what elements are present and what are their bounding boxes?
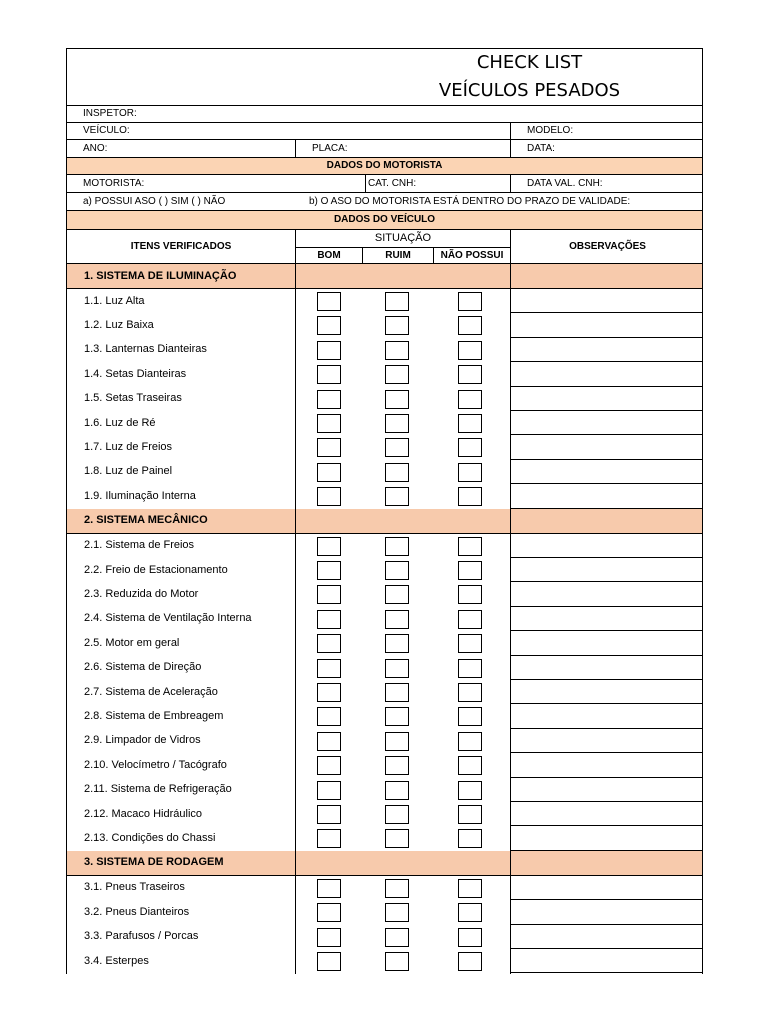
nao-possui-checkbox[interactable] — [458, 487, 482, 506]
item-label: 2.10. Velocímetro / Tacógrafo — [84, 758, 227, 771]
bom-checkbox[interactable] — [317, 585, 341, 604]
checklist-item-row — [67, 631, 702, 655]
item-label: 1.2. Luz Baixa — [84, 319, 154, 332]
placa-field[interactable]: PLACA: — [312, 142, 348, 154]
observacao-field[interactable] — [511, 387, 703, 411]
col-observacoes: OBSERVAÇÕES — [569, 240, 646, 252]
ruim-checkbox[interactable] — [385, 537, 409, 556]
item-label: 1.1. Luz Alta — [84, 294, 145, 307]
nao-possui-checkbox[interactable] — [458, 732, 482, 751]
veiculo-section-header — [67, 211, 702, 230]
section-title: 1. SISTEMA DE ILUMINAÇÃO — [67, 264, 295, 288]
observacao-field[interactable] — [511, 484, 703, 508]
bom-checkbox[interactable] — [317, 316, 341, 335]
nao-possui-checkbox[interactable] — [458, 805, 482, 824]
observacao-field[interactable] — [511, 876, 703, 900]
ano-field[interactable]: ANO: — [83, 142, 108, 154]
bom-checkbox[interactable] — [317, 707, 341, 726]
item-label: 2.8. Sistema de Embreagem — [84, 710, 224, 723]
checklist-item-row — [67, 876, 702, 900]
bom-checkbox[interactable] — [317, 879, 341, 898]
bom-checkbox[interactable] — [317, 805, 341, 824]
ruim-checkbox[interactable] — [385, 781, 409, 800]
section-title: 2. SISTEMA MECÂNICO — [67, 509, 295, 533]
ruim-checkbox[interactable] — [385, 438, 409, 457]
veiculo-row — [67, 123, 702, 140]
col-situacao: SITUAÇÃO — [374, 232, 432, 244]
bom-checkbox[interactable] — [317, 756, 341, 775]
bom-checkbox[interactable] — [317, 659, 341, 678]
ruim-checkbox[interactable] — [385, 756, 409, 775]
motorista-row — [67, 175, 702, 193]
bom-checkbox[interactable] — [317, 732, 341, 751]
item-label: 2.11. Sistema de Refrigeração — [84, 783, 232, 796]
checklist-item-row — [67, 826, 702, 850]
checklist-item-row — [67, 534, 702, 558]
nao-possui-checkbox[interactable] — [458, 634, 482, 653]
observacao-field[interactable] — [511, 411, 703, 435]
item-label: 2.3. Reduzida do Motor — [84, 588, 199, 601]
section-obs-cell — [511, 851, 703, 875]
ruim-checkbox[interactable] — [385, 390, 409, 409]
item-label: 3.4. Esterpes — [84, 954, 149, 967]
observacao-field[interactable] — [511, 925, 703, 949]
ano-row — [67, 140, 702, 158]
checklist-item-row — [67, 729, 702, 753]
observacao-field[interactable] — [511, 949, 703, 973]
ruim-checkbox[interactable] — [385, 903, 409, 922]
observacao-field[interactable] — [511, 973, 703, 974]
item-label: 2.13. Condições do Chassi — [84, 832, 216, 845]
ruim-checkbox[interactable] — [385, 928, 409, 947]
item-label: 1.8. Luz de Painel — [84, 465, 173, 478]
observacao-field[interactable] — [511, 704, 703, 728]
bom-checkbox[interactable] — [317, 781, 341, 800]
section-situacao-cell — [296, 851, 510, 875]
section-situacao-cell — [296, 264, 510, 288]
modelo-field[interactable]: MODELO: — [527, 125, 574, 136]
nao-possui-checkbox[interactable] — [458, 707, 482, 726]
checklist-item-row — [67, 313, 702, 337]
item-label: 1.4. Setas Dianteiras — [84, 367, 187, 380]
section-header-row — [67, 264, 702, 289]
item-label: 2.5. Motor em geral — [84, 636, 180, 649]
item-label: 1.9. Iluminação Interna — [84, 489, 196, 502]
ruim-checkbox[interactable] — [385, 659, 409, 678]
item-label: 2.12. Macaco Hidráulico — [84, 807, 203, 820]
inspetor-field[interactable]: INSPETOR: — [83, 108, 137, 119]
observacao-field[interactable] — [511, 656, 703, 680]
ruim-checkbox[interactable] — [385, 610, 409, 629]
checklist-item-row — [67, 753, 702, 777]
observacao-field[interactable] — [511, 362, 703, 386]
observacao-field[interactable] — [511, 778, 703, 802]
observacao-field[interactable] — [511, 729, 703, 753]
item-label: 1.7. Luz de Freios — [84, 441, 173, 454]
nao-possui-checkbox[interactable] — [458, 781, 482, 800]
checklist-item-row — [67, 338, 702, 362]
checklist-item-row — [67, 949, 702, 973]
nao-possui-checkbox[interactable] — [458, 829, 482, 848]
ruim-checkbox[interactable] — [385, 829, 409, 848]
checklist-item-row — [67, 484, 702, 508]
observacao-field[interactable] — [511, 534, 703, 558]
col-itens-verificados: ITENS VERIFICADOS — [130, 240, 232, 252]
bom-checkbox[interactable] — [317, 292, 341, 311]
bom-checkbox[interactable] — [317, 341, 341, 360]
checklist-item-row — [67, 289, 702, 313]
veiculo-section-title: DADOS DO VEÍCULO — [333, 214, 436, 225]
ruim-checkbox[interactable] — [385, 683, 409, 702]
ruim-checkbox[interactable] — [385, 634, 409, 653]
bom-checkbox[interactable] — [317, 487, 341, 506]
observacao-field[interactable] — [511, 435, 703, 459]
ruim-checkbox[interactable] — [385, 879, 409, 898]
bom-checkbox[interactable] — [317, 829, 341, 848]
aso-question[interactable]: a) POSSUI ASO ( ) SIM ( ) NÃO — [83, 195, 226, 207]
section-title: 3. SISTEMA DE RODAGEM — [67, 851, 295, 875]
checklist-item-row — [67, 925, 702, 949]
bom-checkbox[interactable] — [317, 365, 341, 384]
nao-possui-checkbox[interactable] — [458, 414, 482, 433]
observacao-field[interactable] — [511, 631, 703, 655]
item-label: 3.3. Parafusos / Porcas — [84, 930, 199, 943]
column-header — [67, 230, 702, 264]
observacao-field[interactable] — [511, 680, 703, 704]
checklist-item-row — [67, 680, 702, 704]
nao-possui-checkbox[interactable] — [458, 952, 482, 971]
checklist-item-row — [67, 582, 702, 606]
observacao-field[interactable] — [511, 582, 703, 606]
ruim-checkbox[interactable] — [385, 463, 409, 482]
bom-checkbox[interactable] — [317, 683, 341, 702]
ruim-checkbox[interactable] — [385, 732, 409, 751]
observacao-field[interactable] — [511, 753, 703, 777]
section-obs-cell — [511, 264, 703, 288]
page-title-line1: CHECK LIST — [476, 52, 583, 73]
item-label: 2.6. Sistema de Direção — [84, 661, 202, 674]
bom-checkbox[interactable] — [317, 610, 341, 629]
col-bom: BOM — [317, 249, 341, 261]
nao-possui-checkbox[interactable] — [458, 928, 482, 947]
nao-possui-checkbox[interactable] — [458, 292, 482, 311]
item-label: 1.5. Setas Traseiras — [84, 392, 182, 405]
data-val-cnh-field[interactable]: DATA VAL. CNH: — [527, 177, 603, 189]
observacao-field[interactable] — [511, 558, 703, 582]
ruim-checkbox[interactable] — [385, 561, 409, 580]
ruim-checkbox[interactable] — [385, 707, 409, 726]
section-situacao-cell — [296, 509, 510, 533]
nao-possui-checkbox[interactable] — [458, 585, 482, 604]
bom-checkbox[interactable] — [317, 561, 341, 580]
checklist-item-row — [67, 802, 702, 826]
observacao-field[interactable] — [511, 802, 703, 826]
checklist-item-row — [67, 778, 702, 802]
motorista-section-title: DADOS DO MOTORISTA — [326, 160, 443, 171]
ruim-checkbox[interactable] — [385, 292, 409, 311]
aso-validade[interactable]: b) O ASO DO MOTORISTA ESTÁ DENTRO DO PRAZO DE VALIDADE: — [309, 195, 631, 207]
bom-checkbox[interactable] — [317, 438, 341, 457]
observacao-field[interactable] — [511, 289, 703, 313]
motorista-section-header — [67, 158, 702, 175]
nao-possui-checkbox[interactable] — [458, 438, 482, 457]
checklist-item-row — [67, 704, 702, 728]
ruim-checkbox[interactable] — [385, 805, 409, 824]
item-label: 2.4. Sistema de Ventilação Interna — [84, 612, 252, 625]
item-label: 2.2. Freio de Estacionamento — [84, 563, 228, 576]
item-label: 3.2. Pneus Dianteiros — [84, 905, 190, 918]
nao-possui-checkbox[interactable] — [458, 659, 482, 678]
checklist-item-row — [67, 558, 702, 582]
nao-possui-checkbox[interactable] — [458, 365, 482, 384]
nao-possui-checkbox[interactable] — [458, 537, 482, 556]
item-label: 2.9. Limpador de Vidros — [84, 734, 201, 747]
title-block — [67, 49, 702, 106]
item-label: 3.1. Pneus Traseiros — [84, 881, 185, 894]
bom-checkbox[interactable] — [317, 952, 341, 971]
observacao-field[interactable] — [511, 338, 703, 362]
nao-possui-checkbox[interactable] — [458, 610, 482, 629]
checklist-item-row — [67, 607, 702, 631]
col-nao-possui: NÃO POSSUI — [440, 249, 504, 261]
page-title-line2: VEÍCULOS PESADOS — [438, 80, 621, 101]
nao-possui-checkbox[interactable] — [458, 683, 482, 702]
checklist-item-row — [67, 460, 702, 484]
bom-checkbox[interactable] — [317, 414, 341, 433]
nao-possui-checkbox[interactable] — [458, 561, 482, 580]
nao-possui-checkbox[interactable] — [458, 879, 482, 898]
ruim-checkbox[interactable] — [385, 952, 409, 971]
observacao-field[interactable] — [511, 460, 703, 484]
ruim-checkbox[interactable] — [385, 414, 409, 433]
checklist-item-row — [67, 656, 702, 680]
nao-possui-checkbox[interactable] — [458, 463, 482, 482]
veiculo-field[interactable]: VEÍCULO: — [83, 125, 130, 136]
checklist-item-row — [67, 973, 702, 974]
observacao-field[interactable] — [511, 607, 703, 631]
checklist-sheet — [66, 48, 703, 974]
observacao-field[interactable] — [511, 826, 703, 850]
bom-checkbox[interactable] — [317, 903, 341, 922]
checklist-item-row — [67, 900, 702, 924]
checklist-item-row — [67, 362, 702, 386]
ruim-checkbox[interactable] — [385, 487, 409, 506]
section-header-row — [67, 509, 702, 534]
bom-checkbox[interactable] — [317, 463, 341, 482]
bom-checkbox[interactable] — [317, 928, 341, 947]
checklist-item-row — [67, 435, 702, 459]
item-label: 1.3. Lanternas Dianteiras — [84, 343, 207, 356]
section-obs-cell — [511, 509, 703, 533]
motorista-field[interactable]: MOTORISTA: — [83, 177, 145, 189]
section-header-row — [67, 851, 702, 876]
cat-cnh-field[interactable]: CAT. CNH: — [368, 177, 417, 189]
item-label: 2.7. Sistema de Aceleração — [84, 685, 218, 698]
aso-row — [67, 193, 702, 211]
item-label: 1.6. Luz de Ré — [84, 416, 156, 429]
item-label: 2.1. Sistema de Freios — [84, 539, 195, 552]
nao-possui-checkbox[interactable] — [458, 341, 482, 360]
ruim-checkbox[interactable] — [385, 585, 409, 604]
checklist-item-row — [67, 387, 702, 411]
inspetor-row — [67, 106, 702, 123]
observacao-field[interactable] — [511, 900, 703, 924]
nao-possui-checkbox[interactable] — [458, 316, 482, 335]
bom-checkbox[interactable] — [317, 634, 341, 653]
nao-possui-checkbox[interactable] — [458, 756, 482, 775]
observacao-field[interactable] — [511, 313, 703, 337]
data-field[interactable]: DATA: — [527, 142, 555, 154]
ruim-checkbox[interactable] — [385, 341, 409, 360]
bom-checkbox[interactable] — [317, 537, 341, 556]
nao-possui-checkbox[interactable] — [458, 390, 482, 409]
bom-checkbox[interactable] — [317, 390, 341, 409]
item-label — [67, 973, 295, 974]
ruim-checkbox[interactable] — [385, 365, 409, 384]
col-ruim: RUIM — [385, 249, 411, 261]
nao-possui-checkbox[interactable] — [458, 903, 482, 922]
checklist-item-row — [67, 411, 702, 435]
ruim-checkbox[interactable] — [385, 316, 409, 335]
